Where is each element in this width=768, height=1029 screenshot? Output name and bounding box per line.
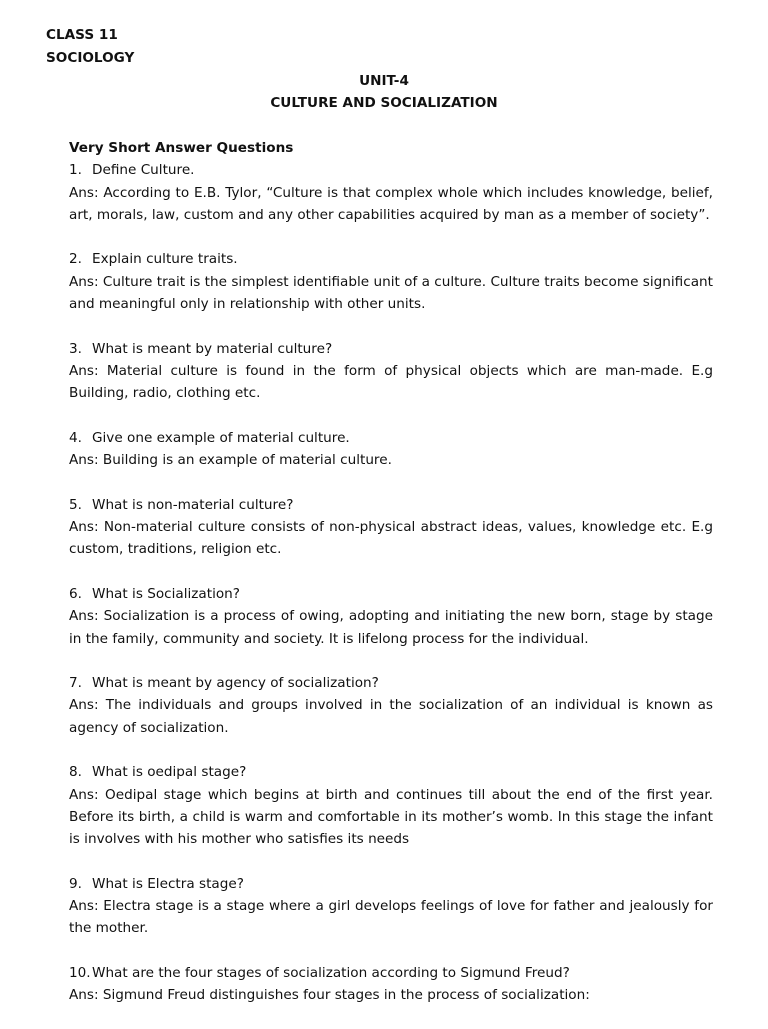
question-number: 4. — [69, 429, 82, 446]
question-text: Give one example of material culture. — [92, 429, 350, 446]
qa-content — [69, 137, 713, 1029]
question-number: 7. — [69, 675, 82, 692]
question — [69, 962, 713, 984]
qa-item — [69, 427, 713, 472]
answer-text: Ans: Electra stage is a stage where a girl develops feelings of love for father and jealously for the mother. — [69, 898, 713, 937]
question-number: 5. — [69, 496, 82, 513]
qa-item — [69, 494, 713, 561]
class-label: CLASS 11 — [46, 27, 118, 43]
question-number: 3. — [69, 340, 82, 357]
section-heading: Very Short Answer Questions — [69, 140, 294, 156]
question-text: What is Electra stage? — [92, 875, 244, 892]
question — [69, 583, 713, 605]
question-text: What is Socialization? — [92, 585, 241, 602]
unit-title: CULTURE AND SOCIALIZATION — [270, 95, 498, 111]
question-number: 10. — [69, 964, 91, 981]
question — [69, 427, 713, 449]
question-number: 6. — [69, 585, 82, 602]
qa-item — [69, 672, 713, 739]
question — [69, 873, 713, 895]
qa-item — [69, 159, 713, 226]
answer-text: Ans: Material culture is found in the form of physical objects which are man-made. E.g Building, radio, clothing etc. — [69, 362, 713, 402]
qa-item — [69, 873, 713, 940]
question — [69, 159, 713, 181]
question-number: 9. — [69, 875, 82, 892]
qa-item — [69, 248, 713, 315]
answer-text: Ans: The individuals and groups involved in the socialization of an individual is known as agency of socialization. — [69, 697, 713, 736]
qa-item — [69, 962, 713, 1007]
question — [69, 672, 713, 694]
answer-text: Ans: According to E.B. Tylor, “Culture is that complex whole which includes knowledge, belief, art, morals, law, custom and any other capabilities acquired by man as a member of society”. — [69, 184, 713, 223]
subject-label: SOCIOLOGY — [46, 50, 135, 66]
qa-item — [69, 338, 713, 405]
question — [69, 338, 713, 360]
question-text: What is oedipal stage? — [92, 764, 247, 781]
answer-text: Ans: Socialization is a process of owing, adopting and initiating the new born, stage by stage in the family, community and society. It is lifelong process for the individual. — [69, 608, 713, 647]
question-number: 2. — [69, 251, 82, 268]
question-text: What is meant by agency of socialization? — [92, 675, 379, 692]
question-text: Define Culture. — [92, 162, 195, 179]
answer-text: Ans: Sigmund Freud distinguishes four stages in the process of socialization: — [69, 987, 590, 1004]
qa-item — [69, 583, 713, 650]
answer-text: Ans: Culture trait is the simplest identifiable unit of a culture. Culture traits become significant and meaningful only in relationship with other units. — [69, 273, 713, 313]
unit-number: UNIT-4 — [359, 73, 409, 89]
question-text: Explain culture traits. — [92, 251, 238, 268]
question-text: What is meant by material culture? — [92, 340, 333, 357]
question — [69, 248, 713, 270]
answer-text: Ans: Oedipal stage which begins at birth and continues till about the end of the first year. Before its birth, a child is warm and comfortable in its mother’s womb. In this stage the infant is involves with his mother who satisfies its needs — [69, 786, 713, 848]
answer-text: Ans: Building is an example of material culture. — [69, 452, 392, 469]
question — [69, 761, 713, 783]
question-number: 1. — [69, 162, 82, 179]
question — [69, 494, 713, 516]
question-text: What is non-material culture? — [92, 496, 294, 513]
question-number: 8. — [69, 764, 82, 781]
answer-text: Ans: Non-material culture consists of non-physical abstract ideas, values, knowledge etc. E.g custom, traditions, religion etc. — [69, 519, 713, 558]
qa-item — [69, 761, 713, 850]
question-text: What are the four stages of socialization according to Sigmund Freud? — [92, 964, 570, 981]
